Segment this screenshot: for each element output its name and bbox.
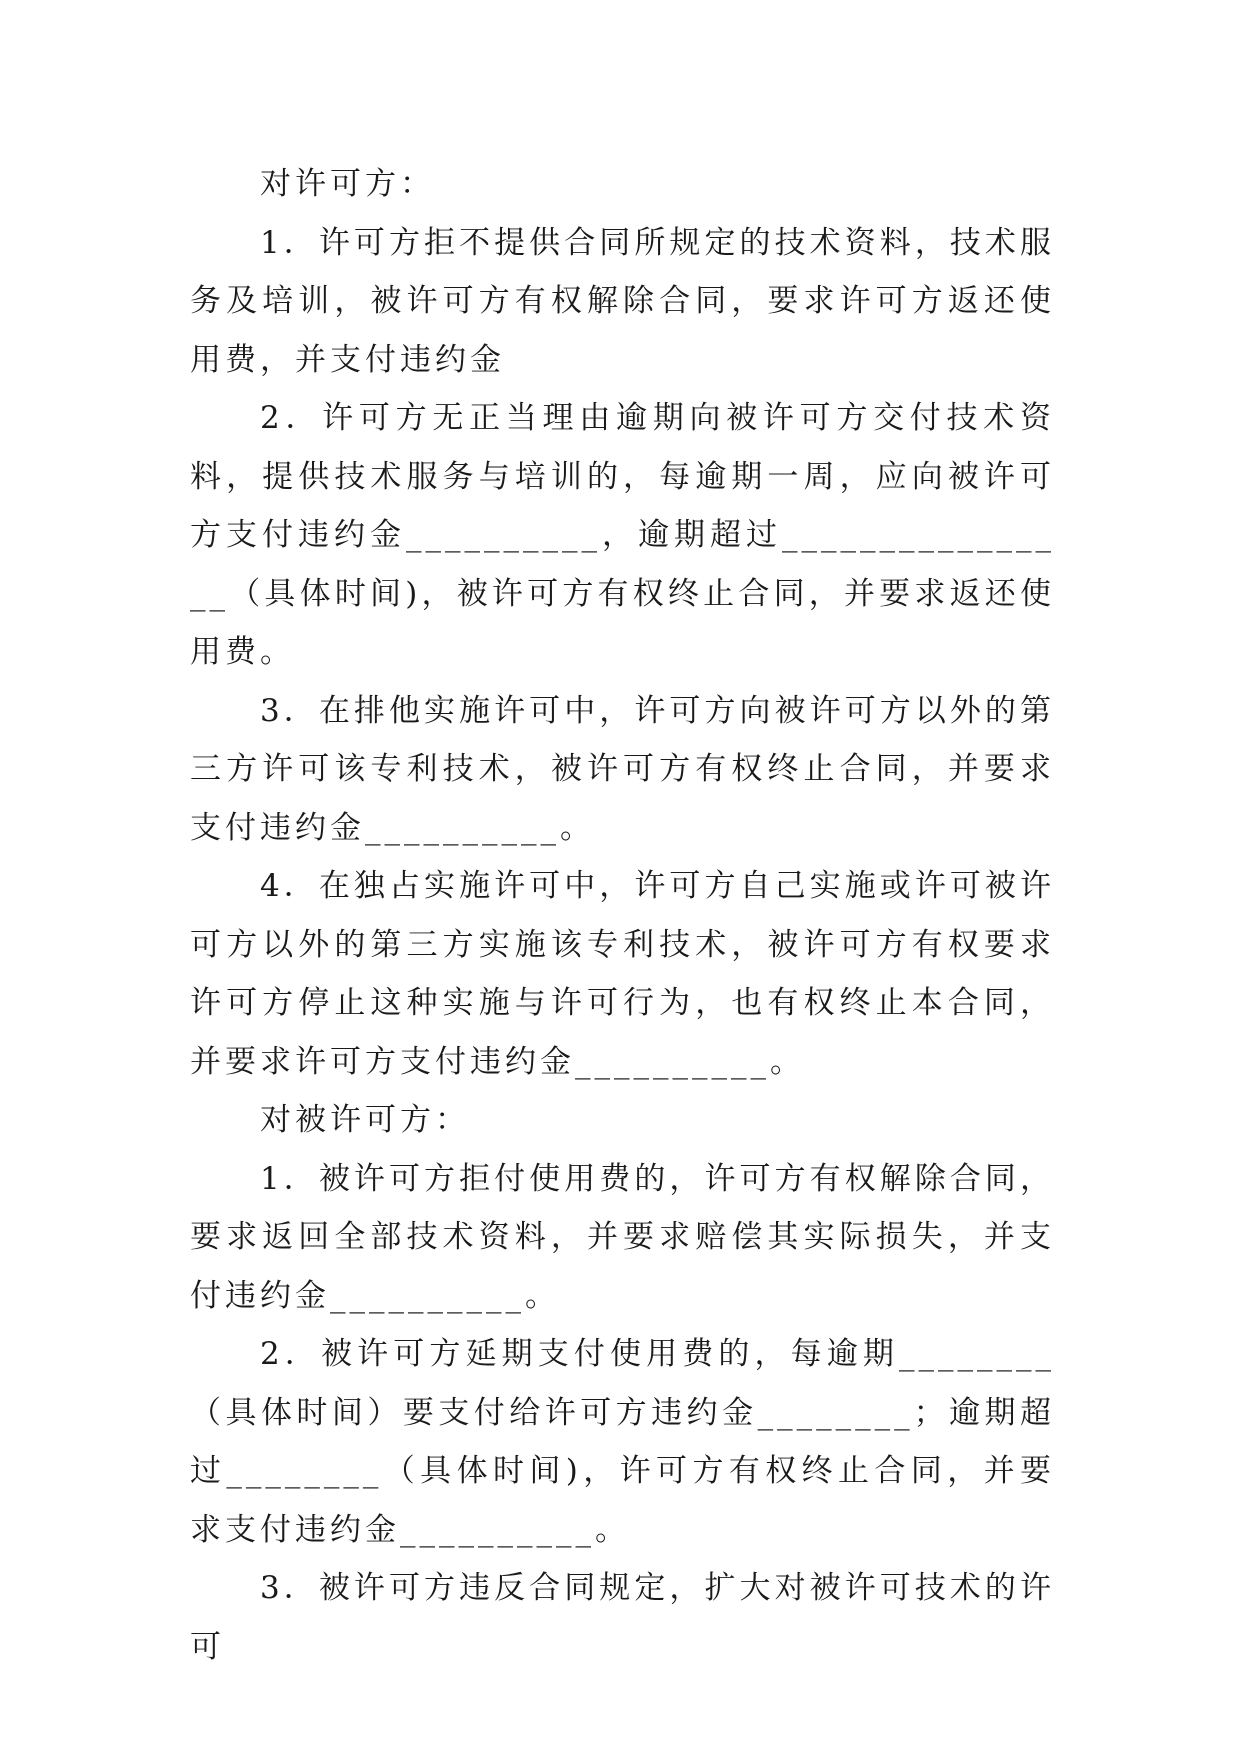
section-heading-licensee: 对被许可方： — [260, 1102, 470, 1138]
section-heading-licensor: 对许可方： — [260, 166, 435, 202]
clause-licensor-1: 1．许可方拒不提供合同所规定的技术资料，技术服务及培训，被许可方有权解除合同，要求许可方返还使用费，并支付违约金 — [190, 224, 1055, 378]
clause-licensee-1: 1．被许可方拒付使用费的，许可方有权解除合同，要求返回全部技术资料，并要求赔偿其实际损失，并支付违约金__________。 — [190, 1160, 1055, 1314]
document-body — [190, 155, 1055, 1676]
clause-licensee-3: 3．被许可方违反合同规定，扩大对被许可技术的许可 — [190, 1570, 1055, 1665]
clause-licensor-4: 4．在独占实施许可中，许可方自己实施或许可被许可方以外的第三方实施该专利技术，被许可方有权要求许可方停止这种实施与许可行为，也有权终止本合同，并要求许可方支付违约金__________。 — [190, 868, 1055, 1080]
clause-licensee-2: 2．被许可方延期支付使用费的，每逾期________（具体时间）要支付给许可方违约金________；逾期超过________（具体时间)，许可方有权终止合同，并要求支付违约金__________。 — [190, 1336, 1055, 1548]
clause-licensor-3: 3．在排他实施许可中，许可方向被许可方以外的第三方许可该专利技术，被许可方有权终止合同，并要求支付违约金__________。 — [190, 692, 1055, 846]
clause-licensor-2: 2．许可方无正当理由逾期向被许可方交付技术资料，提供技术服务与培训的，每逾期一周，应向被许可方支付违约金__________，逾期超过________________（具体时间)，被许可方有权终止合同，并要求返还使用费。 — [190, 400, 1055, 670]
